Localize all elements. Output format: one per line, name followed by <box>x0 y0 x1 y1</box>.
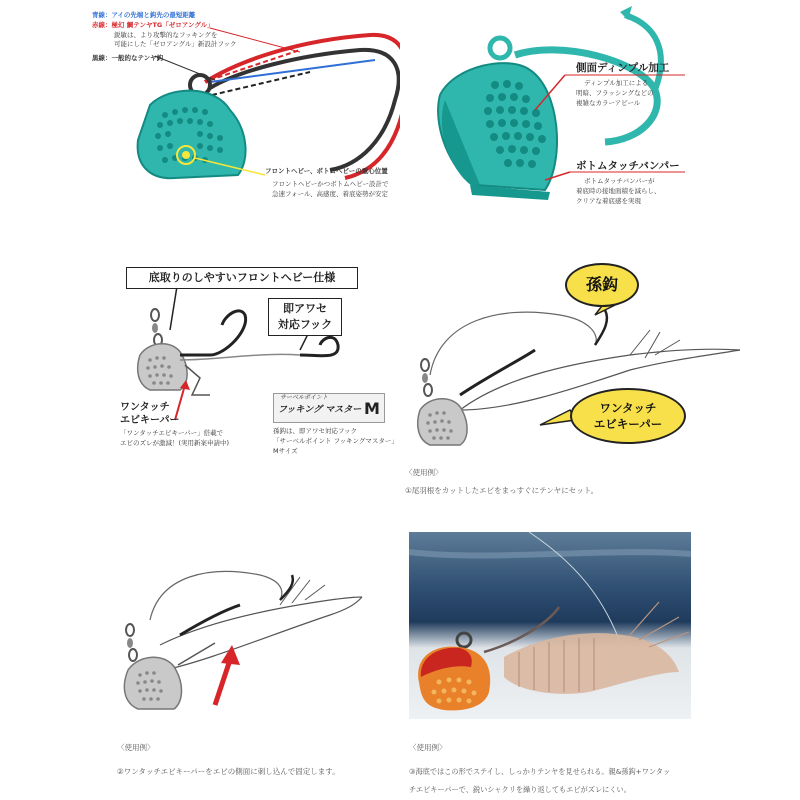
panel-dimple-diagram <box>400 0 800 220</box>
usage-2-caption: ②ワンタッチエビキーパーをエビの側面に刺し込んで固定します。 <box>117 767 340 776</box>
photo-shrimp <box>504 633 679 694</box>
badge-main: フッキング マスター <box>278 405 362 415</box>
keeper-title-1: ワンタッチ <box>120 402 170 413</box>
usage-1-caption: ①尾羽根をカットしたエビをまっすぐにテンヤにセット。 <box>405 486 599 495</box>
bumper-desc-3: クリアな着底感を実現 <box>576 197 641 205</box>
usage-2-label: 〈使用例〉 <box>117 743 155 752</box>
hook-box <box>268 298 342 336</box>
point-desc-1: 孫鈎は、即アワセ対応フック <box>273 427 358 435</box>
jig-eye-ring <box>490 38 510 58</box>
jig-head-body <box>138 91 246 179</box>
dimple-desc-3: 複雑なカラーアピール <box>576 99 641 107</box>
badge-size: M <box>364 399 380 418</box>
dimple-title: 側面ディンプル加工 <box>576 62 670 74</box>
legend-black: 黒線：一般的なテンヤ鈎 <box>92 54 164 62</box>
bubble-keeper <box>570 388 686 444</box>
legend-red: 赤線：極幻 鯛テンヤTG「ゼロアングル」 <box>92 21 214 29</box>
swivel-icon <box>126 624 137 661</box>
usage-1-label: 〈使用例〉 <box>405 468 443 477</box>
bubble-keeper-line-1: ワンタッチ <box>599 401 657 415</box>
balance-desc-2: 急速フォール、高感度、着底姿勢が安定 <box>272 190 389 198</box>
photo-scene <box>409 532 691 719</box>
spec-box: 底取りのしやすいフロントヘビー仕様 <box>126 267 358 289</box>
dimple-desc-2: 明暗、フラッシングなどの <box>576 89 654 97</box>
bumper-desc-2: 着底時の接地面積を減らし、 <box>576 187 661 195</box>
usage-3-photo <box>409 532 691 719</box>
panel-spec-diagram <box>0 260 400 480</box>
panel-usage-2 <box>0 535 400 800</box>
point-desc-3: Mサイズ <box>273 447 298 455</box>
keeper-desc-1: 「ワンタッチエビキーパー」搭載で <box>120 429 224 437</box>
panel-usage-3 <box>409 532 691 800</box>
usage-3-caption-2: チエビキーパーで、鋭いシャクリを繰り返してもエビがズレにくい。 <box>409 785 631 794</box>
hook-box-line-2: 対応フック <box>277 318 333 331</box>
keeper-desc-2: エビのズレが激減！(実用新案申請中) <box>120 439 230 447</box>
hooking-master-badge <box>273 393 385 423</box>
swivel-icon <box>151 309 162 346</box>
bubble-keeper-line-2: エビキーパー <box>593 417 663 431</box>
panel-usage-1 <box>400 260 800 510</box>
main-hook <box>180 311 246 355</box>
panel-zero-angle-diagram <box>0 0 400 220</box>
swivel-icon <box>421 359 432 396</box>
photo-jig-eye <box>457 633 471 647</box>
shrimp-outline <box>160 597 362 645</box>
usage-2-illustration <box>0 535 400 735</box>
bubble-stinger: 孫鈎 <box>565 263 639 307</box>
keeper-title-2: エビキーパー <box>120 415 180 426</box>
dimple-desc-1: ディンプル加工による <box>584 79 649 87</box>
point-desc-2: 「サーベルポイント フッキングマスター」 <box>273 437 398 445</box>
badge-small: サーベルポイント <box>280 394 329 401</box>
bumper-title: ボトムタッチバンパー <box>576 160 680 172</box>
legend-blue: 青線：アイの先端と鈎先の最短距離 <box>92 11 196 19</box>
legend-red-desc-1: 鋭敏は、より攻撃的なフッキングを <box>114 31 218 39</box>
shrimp-keeper <box>185 365 210 395</box>
jig-head <box>124 657 181 709</box>
usage-3-caption-1: ③海底ではこの形でステイし、しっかりテンヤを見せられる。親&孫鈎+ワンタッ <box>409 767 671 776</box>
usage-3-label: 〈使用例〉 <box>409 743 447 752</box>
legend-red-desc-2: 可能にした「ゼロアングル」新設計フック <box>114 40 237 48</box>
balance-title: フロントヘビー、ボトムヘビーの重心位置 <box>265 167 388 175</box>
balance-desc-1: フロントヘビーかつボトムヘビー設計で <box>272 180 389 188</box>
hook-box-line-1: 即アワセ <box>283 302 327 315</box>
bumper-desc-1: ボトムタッチバンパーが <box>584 177 655 185</box>
